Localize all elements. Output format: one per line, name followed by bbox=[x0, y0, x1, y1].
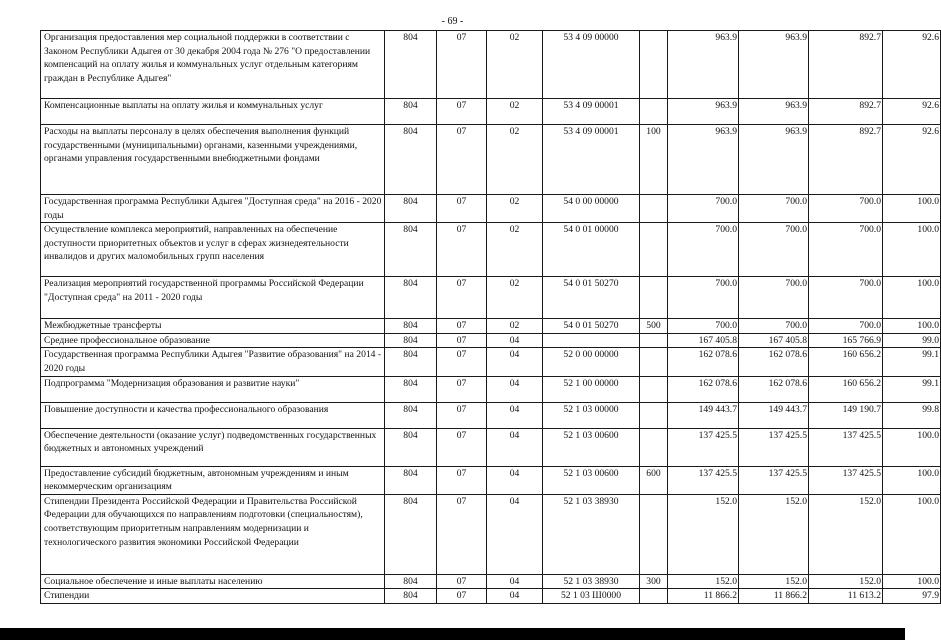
cell-executed: 152.0 bbox=[809, 574, 883, 589]
cell-executed: 700.0 bbox=[809, 319, 883, 334]
table-row bbox=[41, 494, 941, 574]
cell-rz: 07 bbox=[437, 195, 487, 223]
cell-csr: 52 1 03 38930 bbox=[543, 494, 640, 574]
cell-pr: 04 bbox=[487, 402, 543, 428]
cell-percent: 92.6 bbox=[883, 31, 941, 99]
cell-executed: 149 190.7 bbox=[809, 402, 883, 428]
cell-ved: 804 bbox=[385, 319, 437, 334]
cell-percent: 99.1 bbox=[883, 348, 941, 376]
cell-executed: 160 656.2 bbox=[809, 376, 883, 402]
cell-name: Стипендии Президента Российской Федерации и Правительства Российской Федерации для обучающихся по направлениям подготовки (специальностям), соответствующим приоритетным направлениям модернизации и технологического развития экономики Российской Федерации bbox=[41, 494, 385, 574]
cell-budget-list: 167 405.8 bbox=[739, 333, 809, 348]
cell-csr: 52 0 00 00000 bbox=[543, 348, 640, 376]
cell-csr: 52 1 03 Ш0000 bbox=[543, 589, 640, 604]
cell-vr bbox=[640, 402, 668, 428]
cell-pr: 02 bbox=[487, 195, 543, 223]
cell-rz: 07 bbox=[437, 402, 487, 428]
cell-percent: 100.0 bbox=[883, 223, 941, 277]
cell-percent: 100.0 bbox=[883, 494, 941, 574]
cell-approved: 700.0 bbox=[668, 195, 739, 223]
cell-vr bbox=[640, 494, 668, 574]
cell-percent: 99.0 bbox=[883, 333, 941, 348]
cell-rz: 07 bbox=[437, 466, 487, 494]
cell-ved: 804 bbox=[385, 31, 437, 99]
table-row bbox=[41, 376, 941, 402]
cell-pr: 02 bbox=[487, 99, 543, 125]
cell-budget-list: 162 078.6 bbox=[739, 348, 809, 376]
cell-pr: 02 bbox=[487, 125, 543, 195]
cell-csr: 53 4 09 00001 bbox=[543, 125, 640, 195]
cell-rz: 07 bbox=[437, 376, 487, 402]
cell-budget-list: 963.9 bbox=[739, 125, 809, 195]
cell-approved: 162 078.6 bbox=[668, 376, 739, 402]
cell-approved: 11 866.2 bbox=[668, 589, 739, 604]
cell-pr: 02 bbox=[487, 277, 543, 319]
cell-executed: 152.0 bbox=[809, 494, 883, 574]
cell-csr: 52 1 03 38930 bbox=[543, 574, 640, 589]
cell-pr: 04 bbox=[487, 466, 543, 494]
cell-ved: 804 bbox=[385, 376, 437, 402]
cell-executed: 892.7 bbox=[809, 125, 883, 195]
cell-percent: 100.0 bbox=[883, 195, 941, 223]
cell-vr bbox=[640, 428, 668, 466]
cell-budget-list: 137 425.5 bbox=[739, 466, 809, 494]
cell-name: Социальное обеспечение и иные выплаты населению bbox=[41, 574, 385, 589]
cell-budget-list: 11 866.2 bbox=[739, 589, 809, 604]
cell-percent: 100.0 bbox=[883, 277, 941, 319]
cell-executed: 137 425.5 bbox=[809, 428, 883, 466]
cell-name: Обеспечение деятельности (оказание услуг) подведомственных государственных бюджетных и автономных учреждений bbox=[41, 428, 385, 466]
cell-vr bbox=[640, 589, 668, 604]
cell-name: Стипендии bbox=[41, 589, 385, 604]
table-row bbox=[41, 319, 941, 334]
cell-rz: 07 bbox=[437, 125, 487, 195]
cell-vr: 100 bbox=[640, 125, 668, 195]
cell-approved: 963.9 bbox=[668, 99, 739, 125]
table-row bbox=[41, 277, 941, 319]
cell-pr: 04 bbox=[487, 428, 543, 466]
cell-ved: 804 bbox=[385, 99, 437, 125]
cell-rz: 07 bbox=[437, 319, 487, 334]
cell-name: Реализация мероприятий государственной программы Российской Федерации "Доступная среда" на 2011 - 2020 годы bbox=[41, 277, 385, 319]
cell-vr bbox=[640, 333, 668, 348]
cell-ved: 804 bbox=[385, 125, 437, 195]
cell-name: Среднее профессиональное образование bbox=[41, 333, 385, 348]
cell-pr: 04 bbox=[487, 494, 543, 574]
cell-csr: 54 0 01 00000 bbox=[543, 223, 640, 277]
page-number: - 69 - bbox=[441, 16, 464, 27]
cell-csr: 54 0 00 00000 bbox=[543, 195, 640, 223]
cell-approved: 700.0 bbox=[668, 319, 739, 334]
scan-edge-bar bbox=[0, 628, 905, 640]
table-row bbox=[41, 99, 941, 125]
cell-executed: 892.7 bbox=[809, 31, 883, 99]
cell-pr: 04 bbox=[487, 333, 543, 348]
cell-vr bbox=[640, 99, 668, 125]
cell-executed: 11 613.2 bbox=[809, 589, 883, 604]
table-row bbox=[41, 402, 941, 428]
cell-percent: 99.1 bbox=[883, 376, 941, 402]
cell-budget-list: 963.9 bbox=[739, 99, 809, 125]
cell-rz: 07 bbox=[437, 494, 487, 574]
cell-budget-list: 149 443.7 bbox=[739, 402, 809, 428]
cell-name: Межбюджетные трансферты bbox=[41, 319, 385, 334]
cell-budget-list: 700.0 bbox=[739, 319, 809, 334]
cell-executed: 160 656.2 bbox=[809, 348, 883, 376]
cell-pr: 02 bbox=[487, 31, 543, 99]
cell-name: Организация предоставления мер социальной поддержки в соответствии с Законом Республики Адыгея от 30 декабря 2004 года № 276 "О предоставлении компенсаций на оплату жилья и коммунальных услуг отдельным категориям граждан в Республике Адыгея" bbox=[41, 31, 385, 99]
table-row bbox=[41, 589, 941, 604]
cell-budget-list: 700.0 bbox=[739, 223, 809, 277]
cell-ved: 804 bbox=[385, 428, 437, 466]
cell-vr bbox=[640, 223, 668, 277]
cell-approved: 149 443.7 bbox=[668, 402, 739, 428]
cell-pr: 04 bbox=[487, 348, 543, 376]
cell-name: Компенсационные выплаты на оплату жилья и коммунальных услуг bbox=[41, 99, 385, 125]
cell-budget-list: 152.0 bbox=[739, 574, 809, 589]
table-row bbox=[41, 466, 941, 494]
cell-ved: 804 bbox=[385, 589, 437, 604]
cell-vr bbox=[640, 348, 668, 376]
cell-budget-list: 700.0 bbox=[739, 195, 809, 223]
cell-approved: 167 405.8 bbox=[668, 333, 739, 348]
cell-budget-list: 137 425.5 bbox=[739, 428, 809, 466]
cell-name: Государственная программа Республики Адыгея "Развитие образования" на 2014 - 2020 годы bbox=[41, 348, 385, 376]
cell-percent: 100.0 bbox=[883, 574, 941, 589]
cell-ved: 804 bbox=[385, 333, 437, 348]
cell-approved: 963.9 bbox=[668, 31, 739, 99]
cell-name: Государственная программа Республики Адыгея "Доступная среда" на 2016 - 2020 годы bbox=[41, 195, 385, 223]
cell-csr: 54 0 01 50270 bbox=[543, 319, 640, 334]
cell-ved: 804 bbox=[385, 223, 437, 277]
cell-ved: 804 bbox=[385, 574, 437, 589]
budget-table bbox=[40, 30, 941, 604]
cell-csr bbox=[543, 333, 640, 348]
cell-executed: 700.0 bbox=[809, 195, 883, 223]
cell-approved: 152.0 bbox=[668, 574, 739, 589]
cell-name: Подпрограмма "Модернизация образования и развитие науки" bbox=[41, 376, 385, 402]
cell-vr bbox=[640, 195, 668, 223]
cell-approved: 137 425.5 bbox=[668, 466, 739, 494]
table-row bbox=[41, 428, 941, 466]
cell-approved: 700.0 bbox=[668, 277, 739, 319]
cell-vr: 500 bbox=[640, 319, 668, 334]
cell-budget-list: 963.9 bbox=[739, 31, 809, 99]
cell-percent: 92.6 bbox=[883, 99, 941, 125]
cell-vr bbox=[640, 31, 668, 99]
cell-approved: 152.0 bbox=[668, 494, 739, 574]
cell-rz: 07 bbox=[437, 31, 487, 99]
cell-rz: 07 bbox=[437, 348, 487, 376]
cell-percent: 92.6 bbox=[883, 125, 941, 195]
cell-ved: 804 bbox=[385, 466, 437, 494]
cell-rz: 07 bbox=[437, 333, 487, 348]
cell-percent: 97.9 bbox=[883, 589, 941, 604]
cell-budget-list: 162 078.6 bbox=[739, 376, 809, 402]
cell-percent: 100.0 bbox=[883, 319, 941, 334]
cell-csr: 52 1 00 00000 bbox=[543, 376, 640, 402]
cell-csr: 53 4 09 00000 bbox=[543, 31, 640, 99]
cell-ved: 804 bbox=[385, 402, 437, 428]
table-row bbox=[41, 574, 941, 589]
cell-csr: 54 0 01 50270 bbox=[543, 277, 640, 319]
cell-rz: 07 bbox=[437, 277, 487, 319]
cell-pr: 04 bbox=[487, 589, 543, 604]
cell-vr bbox=[640, 376, 668, 402]
cell-name: Расходы на выплаты персоналу в целях обеспечения выполнения функций государственными (муниципальными) органами, казенными учреждениями, органами управления государственными внебюджетными фондами bbox=[41, 125, 385, 195]
cell-rz: 07 bbox=[437, 99, 487, 125]
cell-approved: 700.0 bbox=[668, 223, 739, 277]
cell-rz: 07 bbox=[437, 428, 487, 466]
cell-rz: 07 bbox=[437, 574, 487, 589]
cell-executed: 165 766.9 bbox=[809, 333, 883, 348]
table-row bbox=[41, 31, 941, 99]
cell-approved: 137 425.5 bbox=[668, 428, 739, 466]
cell-executed: 137 425.5 bbox=[809, 466, 883, 494]
cell-name: Повышение доступности и качества профессионального образования bbox=[41, 402, 385, 428]
table-row bbox=[41, 333, 941, 348]
cell-pr: 04 bbox=[487, 574, 543, 589]
cell-percent: 100.0 bbox=[883, 466, 941, 494]
cell-approved: 162 078.6 bbox=[668, 348, 739, 376]
cell-vr: 600 bbox=[640, 466, 668, 494]
cell-pr: 04 bbox=[487, 376, 543, 402]
cell-approved: 963.9 bbox=[668, 125, 739, 195]
cell-csr: 53 4 09 00001 bbox=[543, 99, 640, 125]
cell-executed: 700.0 bbox=[809, 223, 883, 277]
cell-percent: 100.0 bbox=[883, 428, 941, 466]
table-row bbox=[41, 348, 941, 376]
cell-executed: 700.0 bbox=[809, 277, 883, 319]
cell-ved: 804 bbox=[385, 494, 437, 574]
cell-ved: 804 bbox=[385, 277, 437, 319]
cell-pr: 02 bbox=[487, 223, 543, 277]
cell-name: Предоставление субсидий бюджетным, автономным учреждениям и иным некоммерческим организациям bbox=[41, 466, 385, 494]
cell-pr: 02 bbox=[487, 319, 543, 334]
cell-csr: 52 1 03 00000 bbox=[543, 402, 640, 428]
cell-budget-list: 700.0 bbox=[739, 277, 809, 319]
cell-rz: 07 bbox=[437, 223, 487, 277]
cell-executed: 892.7 bbox=[809, 99, 883, 125]
cell-vr bbox=[640, 277, 668, 319]
cell-budget-list: 152.0 bbox=[739, 494, 809, 574]
table-row bbox=[41, 195, 941, 223]
cell-vr: 300 bbox=[640, 574, 668, 589]
cell-ved: 804 bbox=[385, 348, 437, 376]
cell-rz: 07 bbox=[437, 589, 487, 604]
cell-csr: 52 1 03 00600 bbox=[543, 428, 640, 466]
cell-ved: 804 bbox=[385, 195, 437, 223]
cell-percent: 99.8 bbox=[883, 402, 941, 428]
table-row bbox=[41, 125, 941, 195]
cell-name: Осуществление комплекса мероприятий, направленных на обеспечение доступности приоритетных объектов и услуг в сферах жизнедеятельности инвалидов и других маломобильных групп населения bbox=[41, 223, 385, 277]
table-row bbox=[41, 223, 941, 277]
cell-csr: 52 1 03 00600 bbox=[543, 466, 640, 494]
